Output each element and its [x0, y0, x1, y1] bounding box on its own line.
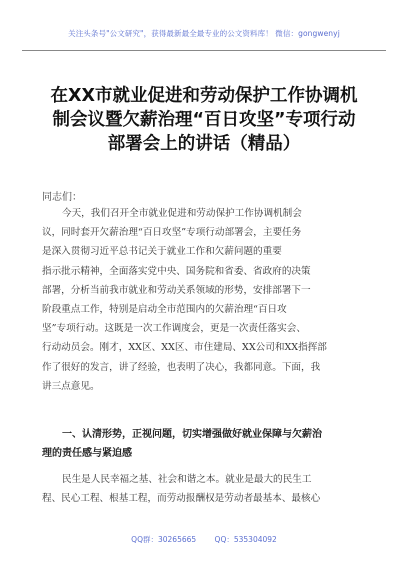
body-line: 议，同时套开欠薪治理“百日攻坚”专项行动部署会，主要任务 — [42, 227, 302, 239]
body-line: 讲三点意见。 — [42, 380, 100, 392]
header-divider — [22, 50, 386, 51]
title-line-3: 部署会上的讲话（精品） — [107, 134, 301, 154]
body-line: 坚”专项行动。这既是一次工作调度会，更是一次责任落实会、 — [42, 323, 306, 335]
body-line: 部署，分析当前我市就业和劳动关系领域的形势，安排部署下一 — [42, 284, 311, 296]
section-heading-line-2: 理的责任感与紧迫感 — [42, 448, 132, 460]
section-paragraph — [42, 470, 364, 508]
title-line-2: 制会议暨欠薪治理“百日攻坚”专项行动 — [52, 110, 356, 130]
section-heading — [42, 424, 364, 462]
greeting: 同志们： — [42, 192, 82, 203]
body-paragraph — [42, 204, 364, 396]
body-line: 程、民心工程、根基工程，而劳动报酬权是劳动者最基本、最核心 — [42, 493, 321, 505]
page-footer — [0, 534, 408, 545]
body-line: 作了很好的发言，讲了经验，也表明了决心，我都同意。下面，我 — [42, 361, 321, 373]
header-notice: 关注头条号"公文研究"，获得最新最全最专业的公文资料库！ 微信：gongwenyj — [68, 29, 340, 38]
body-line: 今天，我们召开全市就业促进和劳动保护工作协调机制会 — [62, 208, 302, 219]
title-line-1: 在XX市就业促进和劳动保护工作协调机 — [50, 86, 358, 106]
document-title — [30, 84, 378, 156]
page-header — [0, 0, 408, 56]
footer-qq: QQ：535304092 — [214, 535, 277, 544]
footer-qq-group: QQ群：30265665 — [131, 535, 197, 544]
body-line: 是深入贯彻习近平总书记关于就业工作和欠薪问题的重要 — [42, 246, 282, 258]
section-heading-line-1: 一、认清形势，正视问题，切实增强做好就业保障与欠薪治 — [62, 429, 322, 440]
body-line: 指示批示精神，全面落实党中央、国务院和省委、省政府的决策 — [42, 265, 311, 277]
body-line: 阶段重点工作，特别是启动全市范围内的欠薪治理“百日攻 — [42, 303, 287, 315]
body-line: 行动动员会。刚才，XX区、XX区、市住建局、XX公司和XX指挥部 — [42, 342, 327, 354]
body-line: 民生是人民幸福之基、社会和谐之本。就业是最大的民生工 — [62, 474, 312, 485]
